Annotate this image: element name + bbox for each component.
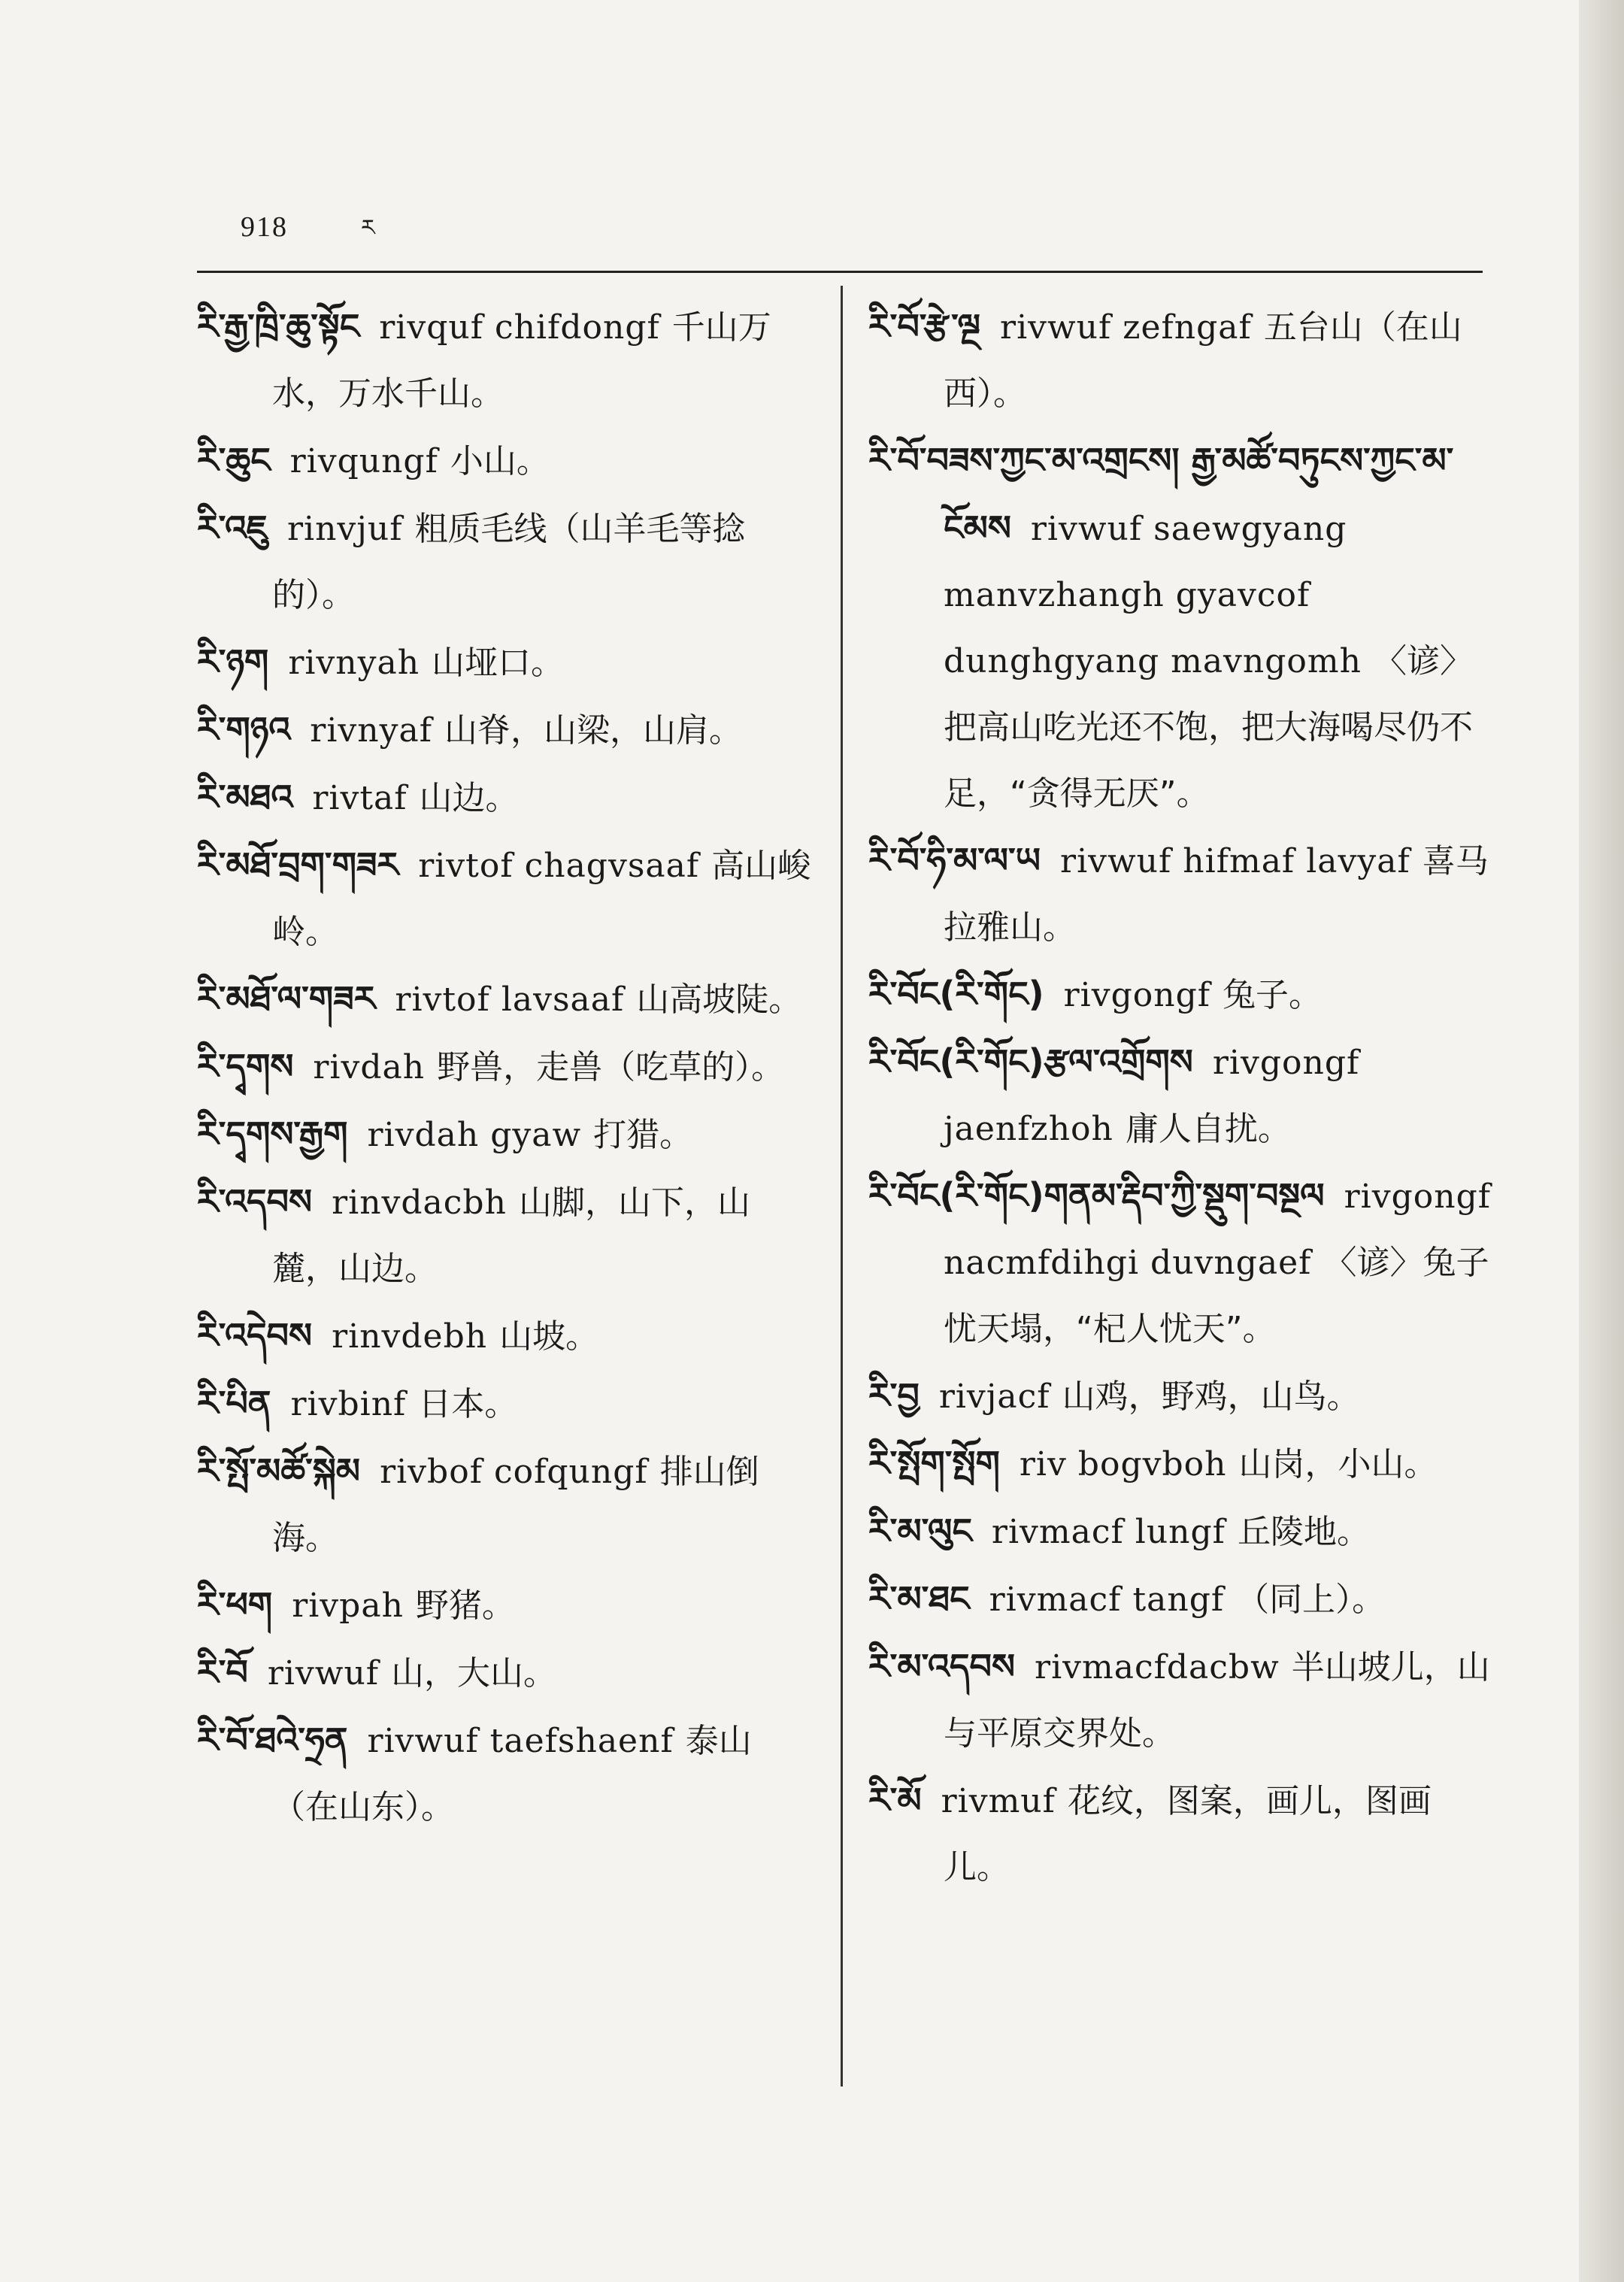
dictionary-entry [197,293,814,427]
dictionary-entry [197,1707,814,1841]
dictionary-entry [197,495,814,629]
dictionary-entry [868,1162,1496,1362]
entry-gloss: 丘陵地。 [1237,1513,1370,1551]
entry-gloss: 日本。 [418,1385,518,1423]
entry-romanization: rinvjuf [286,510,403,548]
dictionary-entry [868,1430,1496,1498]
entry-gloss: 喜马拉雅山。 [944,842,1489,947]
entry-gloss: 〈谚〉兔子忧天塌，“杞人忧天”。 [944,1244,1489,1348]
entry-tibetan-headword: རི་འདེབས [197,1315,313,1356]
entry-romanization: rivmacfdacbw [1035,1648,1280,1686]
entry-gloss: 山，大山。 [391,1654,557,1693]
page-number: 918 [241,211,288,243]
entry-tibetan-headword: རི་བོང(རི་གོང)རྩལ་འགྲོགས [868,1041,1193,1082]
entry-gloss: （同上）。 [1236,1580,1386,1619]
entry-romanization: rivtof lavsaaf [395,980,625,1019]
entry-romanization: rivdah gyaw [367,1116,582,1154]
dictionary-entry [197,764,814,832]
entry-gloss: 山鸡，野鸡，山鸟。 [1062,1377,1360,1416]
dictionary-entry [868,827,1496,961]
dictionary-entry [197,1370,814,1438]
dictionary-entry [868,1633,1496,1767]
entry-romanization: rinvdebh [332,1317,488,1356]
entry-gloss: 野猪。 [415,1586,515,1625]
entry-tibetan-headword: རི་འདབས [197,1181,313,1222]
entry-tibetan-headword: རི་མཐོ་ལ་གཟར [197,978,376,1019]
entry-romanization: rivtof chagvsaaf [418,847,700,885]
entry-tibetan-headword: རི་མོ [868,1780,922,1820]
entry-tibetan-headword: རི་རྒྱ་ཁྲི་ཆུ་སྟོང [197,306,360,347]
dictionary-entry [197,1639,814,1707]
entry-romanization: rivwuf taefshaenf [367,1722,674,1760]
dictionary-entry [868,961,1496,1029]
entry-romanization: rivgongf [1063,976,1211,1014]
entry-gloss: 〈谚〉把高山吃光还不饱，把大海喝尽仍不足，“贪得无厌”。 [944,642,1473,813]
entry-gloss: 排山倒海。 [272,1453,759,1557]
entry-romanization: rivnyah [288,644,420,682]
entry-romanization: rivnyaf [310,711,432,750]
entry-romanization: rinvdacbh [332,1183,507,1222]
dictionary-entry [868,427,1496,827]
dictionary-entry [868,1362,1496,1430]
entry-tibetan-headword: རི་བོ་རྩེ་ལྔ [868,306,981,347]
dictionary-entry [868,1029,1496,1162]
entry-tibetan-headword: རི་དྭགས [197,1046,294,1086]
entry-tibetan-headword: རི་བོང(རི་གོང) [868,974,1044,1014]
dictionary-entry [197,427,814,495]
entry-romanization: rivmuf [941,1782,1056,1820]
entry-tibetan-headword: རི་ཆུང [197,440,271,480]
page-edge-shadow [1579,0,1624,2282]
entry-romanization: rivjacf [938,1377,1050,1416]
dictionary-entry [197,696,814,764]
entry-tibetan-headword: རི་སྤོ་མཚོ་སྐེམ [197,1450,361,1491]
entry-romanization: rivqungf [289,442,438,480]
entry-tibetan-headword: རི་གཉའ [197,709,291,750]
entry-romanization: riv bogvboh [1019,1445,1227,1483]
dictionary-entry [868,1565,1496,1633]
dictionary-entry [197,1101,814,1168]
entry-tibetan-headword: རི་འཇུ [197,508,268,548]
entry-tibetan-headword: རི་ཕག [197,1584,273,1625]
entry-tibetan-headword: རི་ཉག [197,641,269,682]
entry-romanization: rivbof cofqungf [380,1453,648,1491]
dictionary-entry [197,1168,814,1302]
entry-romanization: rivquf chifdongf [379,308,660,347]
entry-gloss: 花纹，图案，画儿，图画儿。 [944,1782,1432,1887]
entry-tibetan-headword: རི་མཐོ་བྲག་གཟར [197,844,399,885]
entry-gloss: 高山峻岭。 [272,847,811,951]
entry-tibetan-headword: རི་མཐའ [197,777,293,817]
entry-gloss: 山坡。 [499,1317,599,1356]
dictionary-entry [197,1571,814,1639]
entry-tibetan-headword: རི་པིན [197,1383,271,1423]
left-column [197,293,814,1841]
entry-tibetan-headword: རི་མ་ལུང [868,1511,972,1551]
entry-romanization: rivwuf [267,1654,380,1693]
dictionary-entry [868,1767,1496,1901]
entry-romanization: rivpah [292,1586,404,1625]
column-divider [841,286,843,2087]
entry-gloss: 粗质毛线（山羊毛等捻的）。 [272,510,746,614]
entry-romanization: rivmacf lungf [991,1513,1226,1551]
entry-gloss: 山垭口。 [432,644,565,682]
entry-gloss: 泰山（在山东）。 [272,1722,752,1826]
right-column [868,293,1496,1901]
dictionary-entry [868,1498,1496,1565]
entry-romanization: rivgongf jaenfzhoh [944,1044,1360,1148]
entry-romanization: rivwuf saewgyang manvzhangh gyavcof dunghgyang mavngomh [944,510,1362,680]
dictionary-entry [197,1438,814,1571]
entry-gloss: 小山。 [450,442,550,480]
entry-gloss: 兔子。 [1223,976,1323,1014]
entry-tibetan-headword: རི་བོ [197,1652,248,1693]
entry-tibetan-headword: རི་བོང(རི་གོང)གནམ་རྡིབ་ཀྱི་སྡུག་བསྔལ [868,1175,1325,1216]
entry-romanization: rivdah [313,1048,426,1086]
dictionary-entry [868,293,1496,427]
entry-tibetan-headword: རི་བོ་ཧི་མ་ལ་ཡ [868,840,1041,880]
dictionary-entry [197,832,814,965]
dictionary-entry [197,1033,814,1101]
entry-gloss: 千山万水，万水千山。 [272,308,771,413]
entry-tibetan-headword: རི་བྱ [868,1375,920,1416]
entry-romanization: rivbinf [290,1385,407,1423]
entry-tibetan-headword: རི་བོ་བཟས་ཀྱང་མ་འགྲངས། རྒྱ་མཚོ་བཏུངས་ཀྱང་མ་ངོམས [868,440,1454,548]
entry-romanization: rivmacf tangf [989,1580,1225,1619]
dictionary-entry [197,965,814,1033]
entry-romanization: rivgongf nacmfdihgi duvngaef [944,1177,1492,1282]
entry-tibetan-headword: རི་བོ་ཐའེ་ཧྲན [197,1720,348,1760]
entry-tibetan-headword: རི་མ་འདབས [868,1646,1016,1686]
entry-gloss: 山高坡陡。 [636,980,802,1019]
entry-tibetan-headword: རི་སྤོག་སྤོག [868,1443,1000,1483]
dictionary-entry [197,1302,814,1370]
entry-tibetan-headword: རི་དྭགས་རྒྱག [197,1114,348,1154]
entry-gloss: 半山坡儿，山与平原交界处。 [944,1648,1490,1753]
entry-gloss: 野兽，走兽（吃草的）。 [437,1048,785,1086]
entry-romanization: rivtaf [312,779,408,817]
entry-gloss: 五台山（在山西）。 [944,308,1462,413]
entry-tibetan-headword: རི་མ་ཐང [868,1578,970,1619]
dictionary-entry [197,629,814,696]
entry-gloss: 打猎。 [593,1116,693,1154]
entry-gloss: 山边。 [419,779,519,817]
entry-gloss: 庸人自扰。 [1125,1110,1291,1148]
header-mark: ར [361,215,375,241]
header-rule [197,271,1483,273]
entry-gloss: 山岗，小山。 [1238,1445,1438,1483]
entry-romanization: rivwuf hifmaf lavyaf [1060,842,1410,880]
entry-gloss: 山脊，山梁，山肩。 [444,711,742,750]
entry-gloss: 山脚，山下，山麓，山边。 [272,1183,750,1288]
entry-romanization: rivwuf zefngaf [1000,308,1252,347]
